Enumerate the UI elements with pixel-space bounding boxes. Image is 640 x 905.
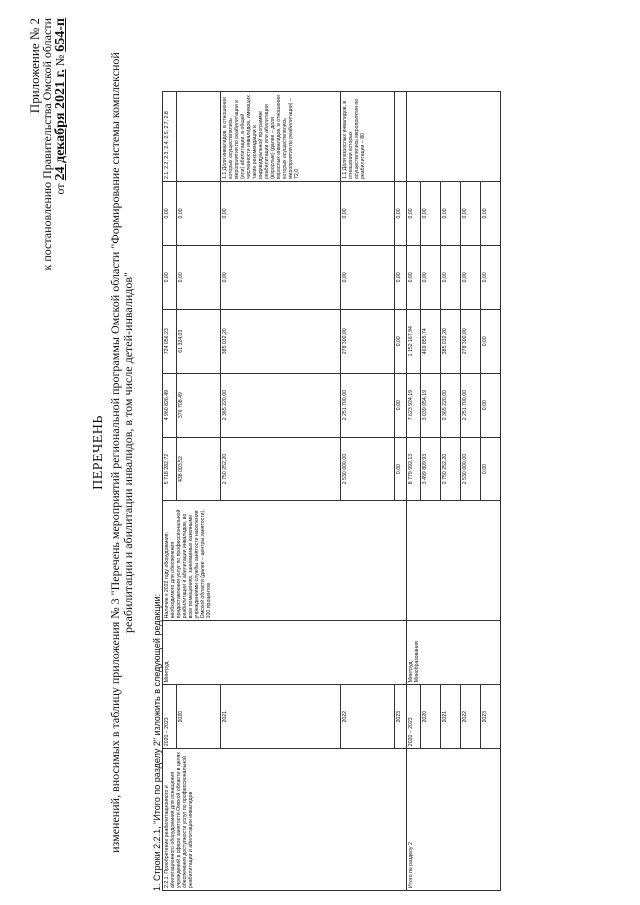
year-cell: 2023: [481, 685, 501, 749]
period-cell: 2020 – 2023: [407, 685, 421, 749]
value-cell: 0,00: [481, 245, 501, 309]
appendix-label: Приложение № 2: [27, 18, 42, 114]
value-cell: 4 960 826,49: [163, 373, 177, 437]
value-cell: 278 300,00: [341, 309, 395, 373]
document-header: [28, 18, 67, 271]
year-cell: 2022: [461, 685, 481, 749]
value-cell: 8 779 992,13: [407, 437, 421, 501]
value-cell: 2 365 220,00: [441, 373, 461, 437]
value-cell: 2 530 000,00: [341, 437, 395, 501]
value-cell: 0,00: [163, 181, 177, 245]
value-cell: 0,00: [177, 245, 221, 309]
value-cell: 0,00: [421, 181, 441, 245]
note-cell: [177, 92, 221, 182]
table-row: [163, 92, 177, 891]
year-cell: 2020: [421, 685, 441, 749]
value-cell: 0,00: [441, 245, 461, 309]
value-cell: 469 855,74: [421, 309, 441, 373]
value-cell: 0,00: [341, 181, 395, 245]
value-cell: 385 032,20: [441, 309, 461, 373]
value-cell: 0,00: [395, 437, 407, 501]
value-cell: 0,00: [481, 181, 501, 245]
value-cell: 2 251 700,00: [341, 373, 395, 437]
value-cell: 0,00: [481, 373, 501, 437]
note-cell: 1.1 Доля взрослых инвалидов, в отношении которых осуществлялись мероприятия по реабилитации – 80: [341, 92, 395, 182]
value-cell: 0,00: [341, 245, 395, 309]
value-cell: 278 300,00: [461, 309, 481, 373]
document-title: [92, 0, 135, 905]
value-cell: 2 251 700,00: [461, 373, 481, 437]
measure-name: 2.2.1. Приобретение реабилитационного и абилитационного оборудования для оснащения учреждений в сфере занятости Омской области в целях обеспечения доступности услуг по профессиональной реабилитации и абилитации инвалидов: [163, 749, 407, 891]
resolution-date: 24 декабря 2021 г.: [53, 69, 68, 181]
table-row: [407, 92, 421, 891]
value-cell: 0,00: [481, 437, 501, 501]
intro-text: 1. Строки 2.2.1, "Итого по разделу 2" изложить в следующей редакции:: [152, 593, 162, 891]
number-label: №: [53, 54, 67, 67]
date-line: [54, 18, 67, 271]
value-cell: 0,00: [221, 181, 341, 245]
resolution-number: 654-п: [53, 18, 68, 52]
title-line-1: изменений, вносимых в таблицу приложения № 3 "Перечень мероприятий региональной программы Омской области "Формирование системы комплексной: [108, 52, 122, 853]
value-cell: 0,00: [421, 245, 441, 309]
value-cell: 7 623 924,19: [407, 373, 421, 437]
value-cell: 3 499 809,93: [421, 437, 441, 501]
executor-cell: Минтруд: [163, 621, 407, 685]
value-cell: 0,00: [407, 181, 421, 245]
year-cell: 2020: [177, 685, 221, 749]
value-cell: 0,00: [395, 181, 407, 245]
value-cell: 2 530 000,00: [461, 437, 481, 501]
value-cell: 1 152 167,94: [407, 309, 421, 373]
total-label: Итого по разделу 2: [407, 749, 501, 891]
value-cell: 385 032,20: [221, 309, 341, 373]
year-cell: 2023: [395, 685, 407, 749]
title-line-2: реабилитации и абилитации инвалидов, в том числе детей-инвалидов": [121, 272, 135, 633]
value-cell: 2 750 252,20: [221, 437, 341, 501]
value-cell: 0,00: [221, 245, 341, 309]
value-cell: 0,00: [395, 245, 407, 309]
value-cell: 0,00: [177, 181, 221, 245]
value-cell: 0,00: [395, 309, 407, 373]
value-cell: 61 324,03: [177, 309, 221, 373]
indicator-cell: Наличие к 2022 году оборудования, необходимого для обеспечения предоставления услуг по профессиональной реабилитации и абилитации инвалидов, во всех помещениях, занимаемых казенными учреждениями службы занятости населения Омской области (далее – центры занятости), 100 процентов: [163, 501, 407, 621]
note-cell: [407, 92, 501, 182]
value-cell: 0,00: [481, 309, 501, 373]
note-cell: 1.1 Доля инвалидов, в отношении которых осуществлялись мероприятия по реабилитации и (или) абилитации, в общей численности инвалидов, имеющих такие рекомендации в индивидуальной программе реабилитации или абилитации (взрослые) (далее – доля взрослых инвалидов, в отношении которых осуществлялись мероприятия по реабилитации) – 72,0: [221, 92, 341, 182]
value-cell: 0,00: [163, 245, 177, 309]
indicator-cell: [407, 501, 501, 621]
value-cell: 5 718 282,72: [163, 437, 177, 501]
note-cell: [395, 92, 407, 182]
value-cell: 724 056,23: [163, 309, 177, 373]
title-heading: ПЕРЕЧЕНЬ: [91, 415, 106, 490]
from-label: от: [53, 183, 67, 195]
value-cell: 0,00: [461, 245, 481, 309]
changes-table: [162, 91, 501, 891]
period-cell: 2020 – 2023: [163, 685, 177, 749]
value-cell: 0,00: [395, 373, 407, 437]
year-cell: 2021: [221, 685, 341, 749]
note-cell: 2.1, 2.2, 2.3, 2.4, 2.5, 2.7, 2.8: [163, 92, 177, 182]
year-cell: 2022: [341, 685, 395, 749]
value-cell: 438 003,52: [177, 437, 221, 501]
value-cell: 2 365 220,00: [221, 373, 341, 437]
value-cell: 0,00: [461, 181, 481, 245]
value-cell: 0,00: [407, 245, 421, 309]
executor-cell: Минтруд, Минобразования: [407, 621, 501, 685]
year-cell: 2021: [441, 685, 461, 749]
value-cell: 3 039 054,19: [421, 373, 441, 437]
value-cell: 2 750 252,20: [441, 437, 461, 501]
value-cell: 376 708,49: [177, 373, 221, 437]
resolution-line: к постановлению Правительства Омской области: [40, 18, 54, 271]
value-cell: 0,00: [441, 181, 461, 245]
